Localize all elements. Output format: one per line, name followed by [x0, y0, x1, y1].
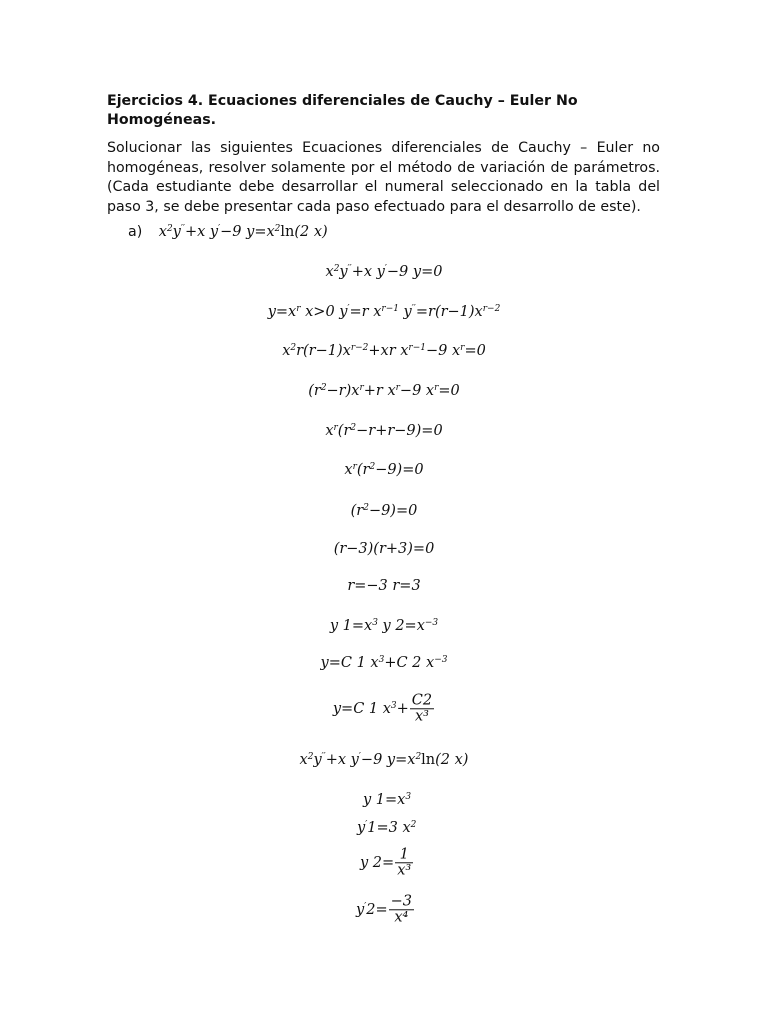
step-general-solution-fraction: y=C 1 $x^3+$ $\frac{C2}{\text{x³}}$ [332, 692, 433, 725]
document-title: Ejercicios 4. Ecuaciones diferenciales de Cauchy – Euler No Homogéneas. [107, 93, 578, 128]
step-factored: (r−3)(r+3)=0 [333, 541, 435, 557]
exercise-item-a [128, 224, 328, 240]
step-simplify: $x^r(r^2-9)=0$ [344, 462, 424, 478]
step-y1: y $1=x^3$ [363, 792, 412, 808]
step-homogeneous-equation: $x^2y''+x$ y′−9 y=0 [325, 264, 443, 280]
step-basis-solutions: y $1=x^3$ y $2=x^{-3}$ [329, 618, 439, 634]
step-roots: r=−3 r=3 [347, 578, 421, 594]
fraction-c2-over-x3: $\frac{C2}{\text{x³}}$ [411, 692, 433, 725]
step-nonhomogeneous-equation: $x^2y''+x$ y′−9 $y=x^2\ln(2$ x) [299, 752, 469, 768]
fraction-one-over-x3: $\frac{1}{\text{x³}}$ [397, 846, 412, 879]
step-factor-xr: $x^r(r^2-r+r-9)=0$ [325, 423, 443, 439]
step-substitution: $x^2r(r-1)x^{r-2}+xr$ $x^{r-1}-9$ $x^r=0$ [282, 343, 486, 359]
step-characteristic-equation: $(r^2-9)=0$ [350, 503, 418, 519]
step-expand: $(r^2-r)x^r+r$ $x^r-9$ $x^r=0$ [308, 383, 460, 399]
exercise-equation: $x^2y''+x$ y′−9 $y=x^2\ln(2$ x) [158, 224, 328, 240]
step-y2-derivative: y′2= $\frac{-3}{\text{x⁴}}$ [356, 893, 412, 926]
step-trial-solution: $y=x^r$ x>0 y′=r $x^{r-1}$ $y''=r(r-1)x^{r-2}$ [267, 304, 501, 320]
fraction-neg3-over-x4: $\frac{-3}{\text{x⁴}}$ [390, 893, 412, 926]
step-y2: y 2= $\frac{1}{\text{x³}}$ [360, 846, 412, 879]
instructions-paragraph: Solucionar las siguientes Ecuaciones diferenciales de Cauchy – Euler no homogéneas, resolver solamente por el método de variación de parámetros. (Cada estudiante debe desarrollar el numeral seleccionado en la tabla del paso 3, se debe presentar cada paso efectuado para el desarrollo de este). [107, 140, 660, 215]
exercise-label: a) [128, 224, 143, 240]
step-y1-derivative: y′1=3 $x^2$ [357, 820, 417, 836]
step-general-solution: y=C 1 $x^3+C$ 2 $x^{-3}$ [320, 655, 448, 671]
